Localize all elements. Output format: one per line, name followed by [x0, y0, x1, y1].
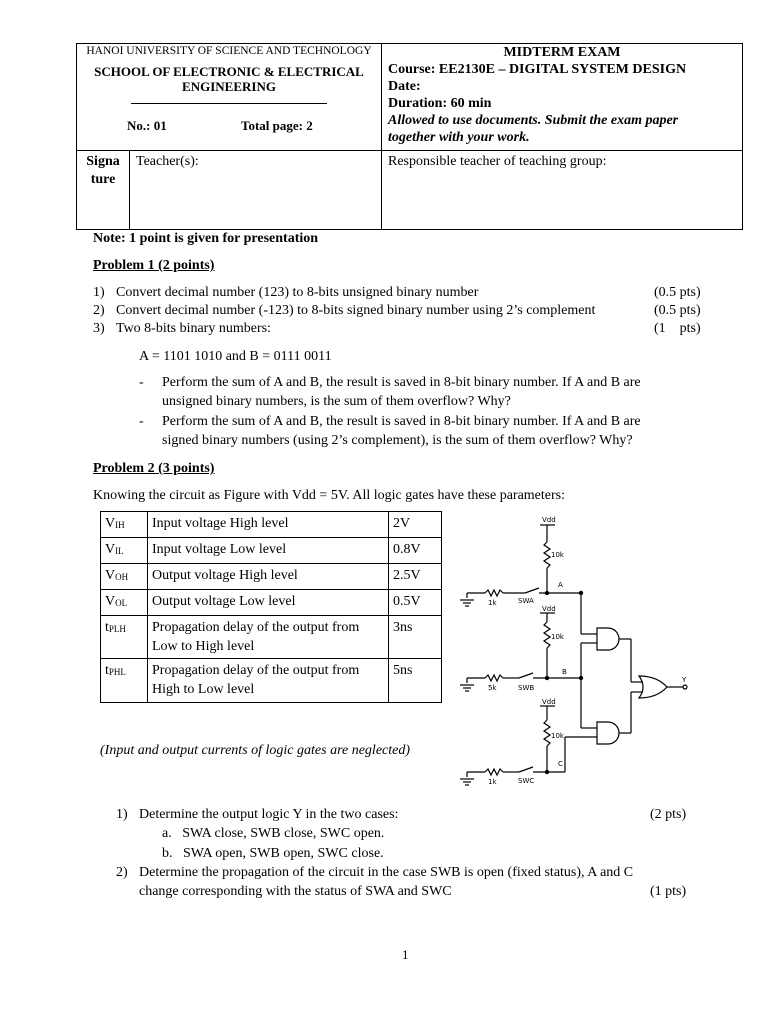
logic-circuit-diagram: [455, 510, 705, 795]
param-value: 0.5V: [389, 590, 442, 616]
school-name: SCHOOL OF ELECTRONIC & ELECTRICAL: [94, 64, 364, 79]
course-name: Course: EE2130E – DIGITAL SYSTEM DESIGN: [388, 62, 687, 77]
param-description: Propagation delay of the output from High to Low level: [148, 659, 389, 703]
param-value: 0.8V: [389, 538, 442, 564]
page-number: 1: [402, 947, 409, 962]
teachers-cell: [130, 151, 382, 230]
teachers-label: Teacher(s):: [136, 154, 199, 169]
vdd-label: Vdd: [542, 698, 556, 706]
param-symbol: $V_{IL}$: [101, 538, 148, 564]
exam-info-cell: [382, 44, 743, 151]
school-info-cell: [77, 44, 382, 151]
problem1-title: Problem 1 (2 points): [93, 258, 215, 273]
param-description: Output voltage Low level: [148, 590, 389, 616]
bullet-text: Perform the sum of A and B, the result is saved in 8-bit binary number. If A and B are: [162, 375, 641, 390]
signature-cell: [77, 151, 130, 230]
university-name: HANOI UNIVERSITY OF SCIENCE AND TECHNOLOGY: [86, 45, 372, 57]
param-value: 5ns: [389, 659, 442, 703]
bullet-text: signed binary numbers (using 2’s complement), is the sum of them overflow? Why?: [162, 433, 633, 448]
param-symbol: $V_{OL}$: [101, 590, 148, 616]
bullet-text: Perform the sum of A and B, the result is saved in 8-bit binary number. If A and B are: [162, 414, 641, 429]
problem1-item-num: 3): [93, 321, 105, 336]
problem1-item-text: Convert decimal number (123) to 8-bits unsigned binary number: [116, 285, 479, 300]
param-description: Output voltage High level: [148, 564, 389, 590]
node-a-label: A: [558, 581, 563, 589]
exam-date: Date:: [388, 79, 421, 94]
responsible-teacher-cell: [382, 151, 743, 230]
vdd-label: Vdd: [542, 516, 556, 524]
signature-label-line2: ture: [90, 172, 116, 187]
resistor-label: 1k: [488, 599, 497, 607]
exam-duration: Duration: 60 min: [388, 96, 492, 111]
resistor-label: 1k: [488, 778, 497, 786]
question-case-a: a. SWA close, SWB close, SWC open.: [162, 826, 385, 841]
node-c-label: C: [558, 760, 563, 768]
bullet-dash: -: [139, 375, 144, 390]
divider: [131, 103, 327, 104]
problem1-item-points: (0.5 pts): [654, 285, 701, 300]
resistor-label: 5k: [488, 684, 497, 692]
table-row: [101, 512, 442, 538]
table-row: [101, 538, 442, 564]
switch-a-label: SWA: [518, 597, 534, 605]
total-page: Total page: 2: [241, 118, 313, 133]
exam-rules-line1: Allowed to use documents. Submit the exam paper: [388, 113, 679, 128]
param-value: 3ns: [389, 616, 442, 659]
binary-equation: A = 1101 1010 and B = 0111 0011: [139, 349, 332, 364]
responsible-teacher-label: Responsible teacher of teaching group:: [388, 154, 607, 169]
param-symbol: $t_{PHL}$: [101, 659, 148, 703]
param-value: 2V: [389, 512, 442, 538]
signature-label: Signa: [86, 154, 120, 169]
param-symbol: $t_{PLH}$: [101, 616, 148, 659]
vdd-label: Vdd: [542, 605, 556, 613]
exam-rules-line2: together with your work.: [388, 130, 530, 145]
question-num: 2): [116, 865, 128, 880]
problem1-item-points: (0.5 pts): [654, 303, 701, 318]
table-row: [101, 564, 442, 590]
exam-header-table: [76, 43, 743, 230]
param-symbol: $V_{OH}$: [101, 564, 148, 590]
bullet-text: unsigned binary numbers, is the sum of them overflow? Why?: [162, 394, 511, 409]
question-case-b: b. SWA open, SWB open, SWC close.: [162, 846, 384, 861]
problem1-item-num: 2): [93, 303, 105, 318]
resistor-label: 10k: [551, 633, 564, 641]
switch-c-label: SWC: [518, 777, 535, 785]
switch-b-label: SWB: [518, 684, 535, 692]
exam-title: MIDTERM EXAM: [503, 45, 621, 60]
param-description: Input voltage High level: [148, 512, 389, 538]
resistor-label: 10k: [551, 732, 564, 740]
table-row: [101, 590, 442, 616]
problem2-title: Problem 2 (3 points): [93, 461, 215, 476]
problem2-intro: Knowing the circuit as Figure with Vdd = 5V. All logic gates have these parameters:: [93, 488, 566, 503]
exam-number: No.: 01: [127, 118, 167, 133]
problem1-item-text: Two 8-bits binary numbers:: [116, 321, 271, 336]
param-symbol: $V_{IH}$: [101, 512, 148, 538]
problem1-item-points: (1 pts): [654, 321, 701, 336]
question-text: Determine the output logic Y in the two cases:: [139, 807, 399, 822]
school-name-line2: ENGINEERING: [182, 79, 276, 94]
param-value: 2.5V: [389, 564, 442, 590]
question-text-line2: change corresponding with the status of SWA and SWC: [139, 884, 452, 899]
output-y-label: Y: [682, 676, 687, 684]
question-num: 1): [116, 807, 128, 822]
presentation-note: Note: 1 point is given for presentation: [93, 231, 319, 246]
table-row: [101, 659, 442, 703]
table-row: [101, 616, 442, 659]
question-points: (2 pts): [650, 807, 687, 822]
question-points: (1 pts): [650, 884, 687, 899]
param-description: Propagation delay of the output from Low to High level: [148, 616, 389, 659]
problem1-item-text: Convert decimal number (-123) to 8-bits signed binary number using 2’s complement: [116, 303, 596, 318]
bullet-dash: -: [139, 414, 144, 429]
problem1-item-num: 1): [93, 285, 105, 300]
gate-parameters-table: [100, 511, 442, 703]
param-description: Input voltage Low level: [148, 538, 389, 564]
currents-note: (Input and output currents of logic gates are neglected): [100, 743, 411, 758]
node-b-label: B: [562, 668, 567, 676]
question-text: Determine the propagation of the circuit in the case SWB is open (fixed status), A and C: [139, 865, 634, 880]
resistor-label: 10k: [551, 551, 564, 559]
